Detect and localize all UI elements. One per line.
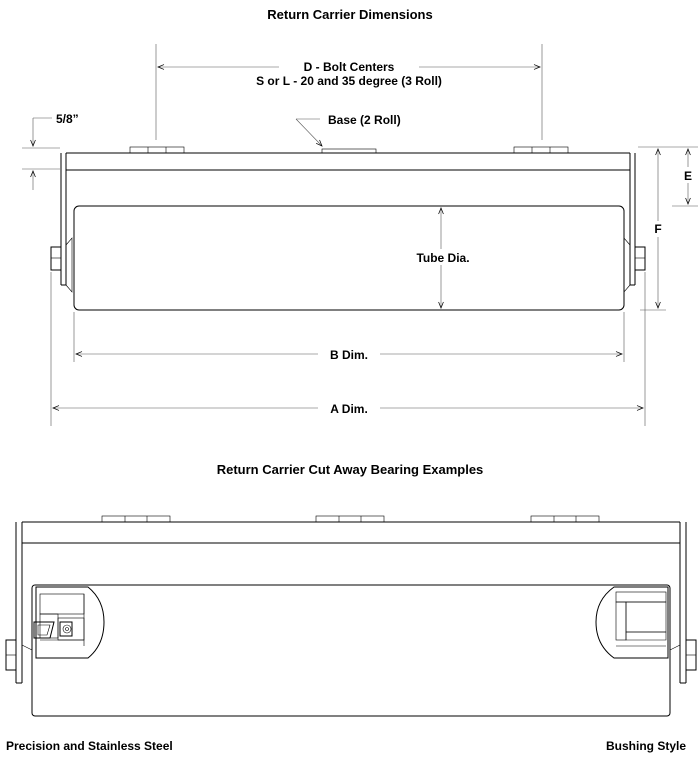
a-dim-label: A Dim.	[330, 402, 368, 416]
tube-dia-dimension	[408, 208, 476, 308]
tube-dia-label: Tube Dia.	[416, 251, 470, 265]
base-label: Base (2 Roll)	[328, 113, 401, 127]
base-callout	[296, 113, 401, 146]
roll	[51, 206, 645, 310]
precision-caption: Precision and Stainless Steel	[6, 739, 173, 753]
dimensions-title: Return Carrier Dimensions	[267, 7, 433, 22]
f-label: F	[654, 222, 662, 236]
precision-bearing-cutaway	[34, 587, 104, 658]
bushing-cutaway	[596, 587, 668, 658]
roll-note-label: S or L - 20 and 35 degree (3 Roll)	[256, 74, 442, 88]
bolt-centers-label: D - Bolt Centers	[303, 60, 395, 74]
cutaway-roll	[6, 585, 696, 716]
five-eighths-dimension	[22, 112, 79, 190]
cutaway-carrier-frame	[16, 516, 686, 683]
e-label: E	[683, 169, 693, 183]
cutaway-title: Return Carrier Cut Away Bearing Examples	[216, 462, 484, 477]
carrier-frame	[61, 147, 635, 285]
b-dimension	[74, 312, 624, 362]
bushing-caption: Bushing Style	[605, 739, 686, 753]
b-dim-label: B Dim.	[329, 348, 369, 362]
f-dimension	[640, 149, 666, 310]
five-eighths-label: 5/8”	[56, 112, 79, 126]
e-dimension	[638, 147, 698, 206]
